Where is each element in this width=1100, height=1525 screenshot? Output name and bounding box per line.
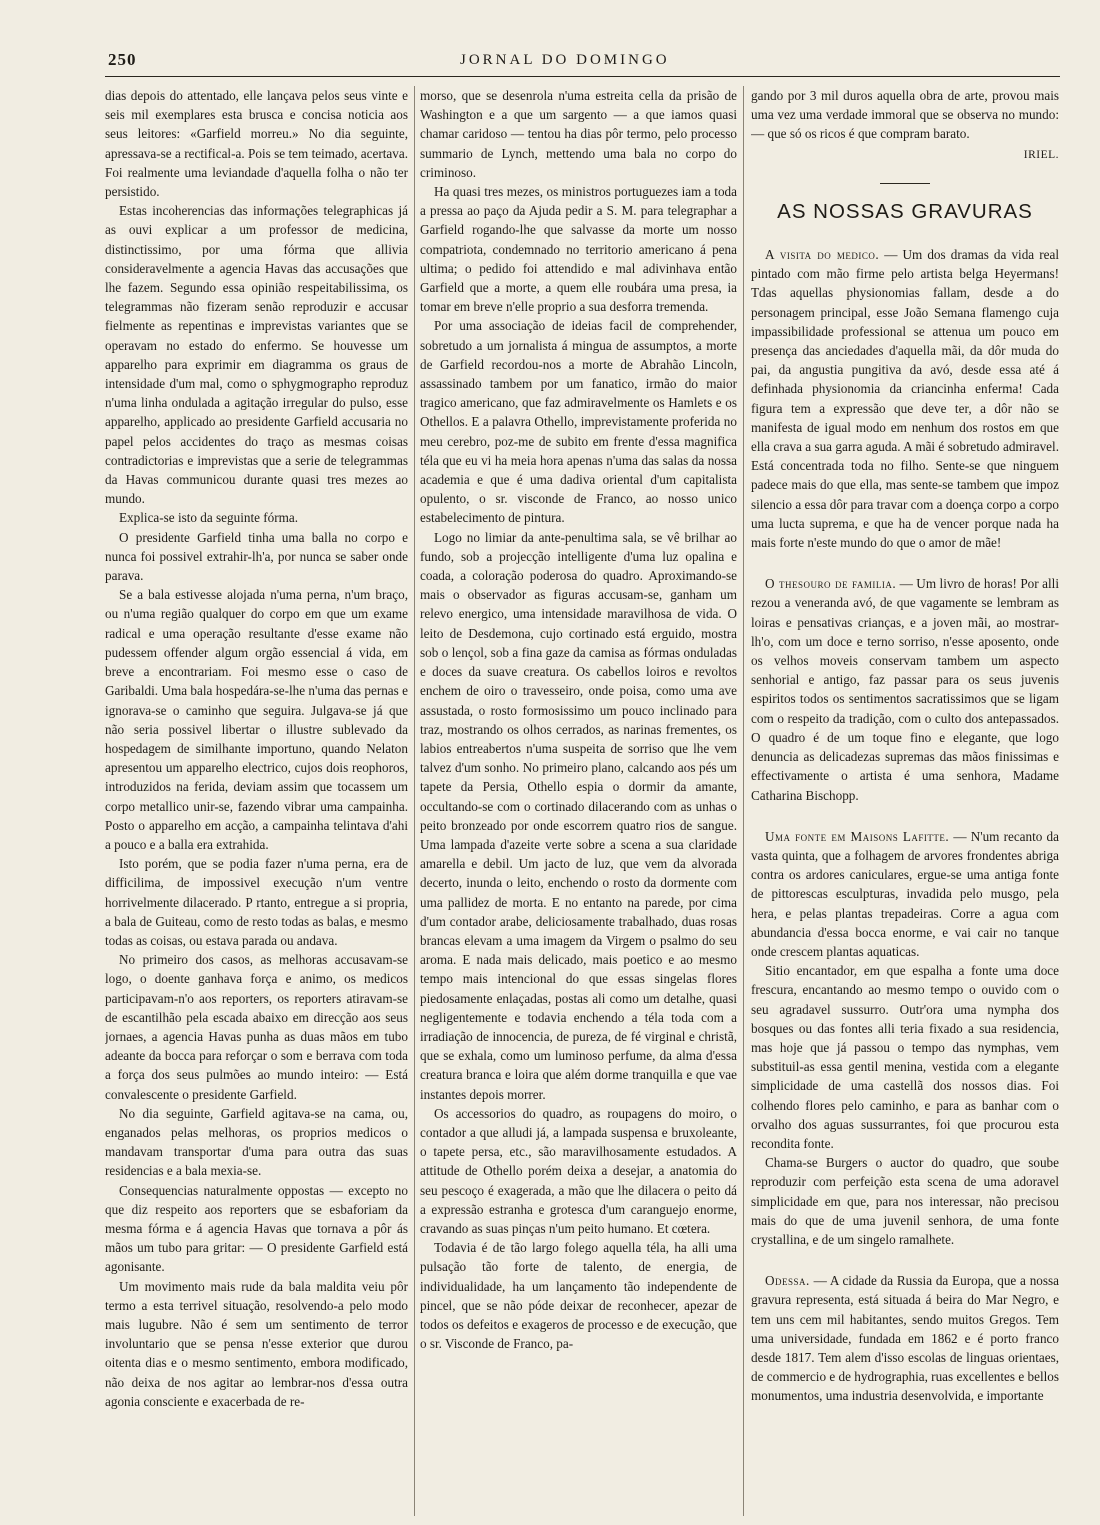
paragraph: Ha quasi tres mezes, os ministros portuguezes iam a toda a pressa ao paço da Ajuda pedir a S. M. para telegraphar a Garfield rogando-lhe que salvasse da morte um nosso compatriota, condemnado no territorio americano á pena ultima; o pedido foi attendido e mal adivinhava então Garfield que a morte, a quem elle roubára uma presa, ia tomar em breve n'elle proprio a sua desforra tremenda. (420, 184, 737, 315)
gravura-entry (751, 574, 1059, 804)
column-divider (414, 86, 415, 1516)
paragraph: Consequencias naturalmente oppostas — excepto no que diz respeito aos reporters que se esbaforiam da mesma fórma e á agencia Havas que tornava a pôr ás mãos um tubo para gritar: — O presidente Garfield está agonisante. (105, 1182, 408, 1275)
section-title: AS NOSSAS GRAVURAS (777, 199, 1033, 223)
gravura-text: — Um livro de horas! Por alli rezou a veneranda avó, de que vagamente se lembram as loiras e pensativas crianças, e a joven mãi, ao mostrar-lh'o, com um doce e terno sorriso, n'esse aposento, onde os velhos moveis conservam tambem um aspecto senhorial e antigo, faz passar para os seus juvenis espiritos todos os sentimentos sacratissimos que se ligam com o respeito da tradição, com o culto dos antepassados. O quadro é de um toque fino e elegante, que logo denuncia as delicadezas supremas das mãos finissimas e effectivamente o artista é uma senhora, Madame Catharina Bischopp. (751, 576, 1059, 803)
paragraph: gando por 3 mil duros aquella obra de arte, provou mais uma vez uma verdade immoral que se observa no mundo: — que só os ricos é que compram barato. (751, 88, 1059, 142)
spacer (751, 1249, 1059, 1271)
paragraph: Por uma associação de ideias facil de comprehender, sobretudo a um jornalista á mingua de assumptos, a morte de Garfield recordou-nos a morte de Abrahão Lincoln, assassinado tambem por um fanatico, irmão do maior tragico americano, que faz admiravelmente os Hamlets e os Othellos. E a palavra Othello, imprevistamente proferida no meu cerebro, poz-me de subito em frente d'essa magnifica téla que eu vi ha meia hora apenas n'uma das salas da nossa academia e que é uma dadiva oriental d'um capitalista opulento, o sr. visconde de Franco, ao nosso unico estabelecimento de pintura. (420, 318, 737, 526)
paragraph: No dia seguinte, Garfield agitava-se na cama, ou, enganados pelas melhoras, os proprios medicos o mandavam transportar d'uma para outra das suas residencias e a bala mexia-se. (105, 1105, 408, 1179)
paragraph: Todavia é de tão largo folego aquella téla, ha alli uma pulsação tão forte de talento, de energia, de individualidade, ha um lançamento tão independente de pincel, que se não póde deixar de reconhecer, apezar de todos os defeitos e exageros de processo e de execução, que o sr. Visconde de Franco, pa- (420, 1240, 737, 1352)
paragraph: Sitio encantador, em que espalha a fonte uma doce frescura, encantando ao mesmo tempo o ouvido com o seu agradavel sussurro. Outr'ora uma nympha dos bosques ou das fontes alli teria fixado a sua residencia, mas hoje que já passou o tempo das nymphas, vem substituil-as essa gentil menina, vestida com a elegante simplicidade de uma castellã dos nossos dias. Foi colhendo flores pelo caminho, e para as banhar com o orvalho dos aguas sussurrantes, foi que procurou esta recondita fonte. (751, 963, 1059, 1151)
section-divider (880, 183, 930, 184)
paragraph: Um movimento mais rude da bala maldita veiu pôr termo a esta terrivel situação, resolvendo-a pelo modo mais lugubre. Não é sem um sentimento de terror involuntario que se pensa n'esse exterior que durou oitenta dias e o mesmo sentimento, embora modificado, não deixa de nos agitar ao lembrar-nos d'essa outra agonia consciente e exacerbada de re- (105, 1278, 408, 1409)
gravura-title: A visita do medico. (765, 247, 880, 263)
gravura-entry (751, 1271, 1059, 1405)
gravura-title: Uma fonte em Maisons Lafitte. (765, 828, 950, 844)
gravura-entry (751, 827, 1059, 961)
paragraph: No primeiro dos casos, as melhoras accusavam-se logo, o doente ganhava força e animo, os medicos participavam-n'o aos reporters, os reporters atiravam-se de escantilhão pela escada abaixo em direcção aos seus jornaes, a agencia Havas punha as duas mãos em tubo adeante da bocca para reforçar o som e berrava com toda a força dos seus pulmões ao mundo inteiro: — Está convalescente o presidente Garfield. (105, 952, 408, 1102)
gravura-title: O thesouro de familia. (765, 576, 897, 592)
page-header (0, 0, 1100, 78)
spacer (751, 552, 1059, 574)
spacer (751, 805, 1059, 827)
page-number: 250 (108, 50, 137, 69)
gravura-text: — A cidade da Russia da Europa, que a nossa gravura representa, está situada á beira do Mar Negro, e tem uns cem mil habitantes, sendo muitos Gregos. Tem uma universidade, fundada em 1862 e é porto franco desde 1817. Tem alem d'isso escolas de linguas orientaes, de commercio e de hydrographia, ruas excellentes e bellos monumentos, uma industria desenvolvida, e importante (751, 1273, 1059, 1404)
gravura-text: — Um dos dramas da vida real pintado com mão firme pelo artista belga Heyermans! Tdas aquellas physionomias fallam, desde a do personagem principal, esse João Semana flamengo cuja impassibilidade professional se attenua um pouco em presença das anciedades d'aquella mãi, da dôr muda do pai, da angustia pungitiva da avó, desde essa até á definhada physionomia da criancinha enferma! Cada figura tem a expressão que deve ter, a dôr não se manifesta de igual modo em nenhum dos rostos em que ella crava a sua garra aguda. A mãi é sobretudo admiravel. Está concentrada toda no filho. Sente-se que ninguem padece mais do que ella, mas sente-se tambem que impoz silencio a essa dôr para travar com a doença corpo a corpo uma lucta suprema, e que ha de vencer porque nada ha mais forte n'este mundo do que o amor de mãe! (751, 247, 1059, 551)
paragraph: Explica-se isto da seguinte fórma. (119, 510, 299, 526)
column-2 (420, 86, 737, 1516)
author-signature: IRIEL. (1023, 148, 1059, 161)
paragraph: dias depois do attentado, elle lançava pelos seus vinte e seis mil exemplares esta brusca e concisa noticia aos seus leitores: «Garfield morreu.» No dia seguinte, apressava-se a rectifical-a. Pois se tem teimado, acertava. Foi realmente uma leviandade d'aquella folha o não ter persistido. (105, 88, 408, 200)
gravura-text: — N'um recanto da vasta quinta, que a folhagem de arvores frondentes abriga contra os ardores caniculares, ergue-se uma antiga fonte de pittorescas esculpturas, invadida pelo musgo, pela hera, e pelas plantas trepadeiras. Corre a agua com abundancia d'essa bocca enorme, e vai cair no tanque onde crescem plantas aquaticas. (751, 828, 1059, 959)
header-rule (105, 76, 1060, 77)
paragraph: Se a bala estivesse alojada n'uma perna, n'um braço, ou n'uma região qualquer do corpo em que um exame radical e uma operação resultante d'esse exame não pudessem offender algum orgão essencial á vida, em breve a encontrariam. Foi mesmo esse o caso de Garibaldi. Uma bala hospedára-se-lhe n'uma das pernas e ignorava-se o caminho que seguira. Julgava-se já que não seria possivel libertar o illustre sublevado da hospedagem de similhante importuno, quando Nelaton apresentou um apparelho electrico, cujos dois reophoros, introduzidos na ferida, deviam assim que tocassem um corpo metallico unir-se, fazendo vibrar uma campainha. Posto o apparelho em acção, a campainha telintava d'ahi a pouco e a balla era extrahida. (105, 587, 408, 852)
paragraph: Os accessorios do quadro, as roupagens do moiro, o contador a que alludi já, a lampada suspensa e bruxoleante, o tapete persa, etc., são maravilhosamente estudados. A attitude de Othello porém deixa a desejar, a anatomia do seu pescoço é exagerada, a mão que lhe dilacera o peito dá a expressão estranha e grotesca d'um caranguejo enorme, cravando as suas pinças n'um peito humano. Et cœtera. (420, 1105, 737, 1236)
paragraph: Estas incoherencias das informações telegraphicas já as ouvi explicar a um professor de medicina, distinctissimo, por uma fórma que allivia consideravelmente a agencia Havas das accusações que lhe fazem. Segundo essa opinião respeitabilissima, os telegrammas não fizeram senão reproduzir e accusar fielmente as repentinas e imprevistas variantes que se operavam no estado do enfermo. Se houvesse um apparelho para exprimir em diagramma os graus de intensidade d'um mal, como o sphygmographo reproduz n'uma linha ondulada a agitação irregular do pulso, esse apparelho, applicado ao presidente Garfield accusaria no papel pelos accidentes do traço as mesmas coisas contradictorias e imprevistas que a serie de telegrammas da Havas communicou durante quasi tres mezes ao mundo. (105, 203, 408, 507)
paragraph: O presidente Garfield tinha uma balla no corpo e nunca foi possivel extrahir-lh'a, por nunca se saber onde parava. (105, 529, 408, 584)
gravura-entry (751, 245, 1059, 552)
column-divider (743, 86, 744, 1516)
paragraph: Chama-se Burgers o auctor do quadro, que soube reproduzir com perfeição esta scena de uma adoravel simplicidade em que, para nos interessar, não precisou mais do que de uma juvenil senhora, de uma fonte crystallina, e de um singelo ramalhete. (751, 1155, 1059, 1247)
paragraph: morso, que se desenrola n'uma estreita cella da prisão de Washington e a que um sargento — a que iamos quasi chamar caridoso — tentou ha dias pôr termo, pelo processo summario de Lynch, mettendo uma bala no corpo do criminoso. (420, 88, 737, 180)
column-1 (105, 86, 408, 1516)
paragraph: Logo no limiar da ante-penultima sala, se vê brilhar ao fundo, sob a projecção intelligente d'uma luz opalina e coada, a coloração poderosa do quadro. Aproximando-se mais o observador as figuras accusam-se, ganham um relevo energico, uma intensidade maravilhosa de vida. O leito de Desdemona, cujo cortinado está erguido, mostra sob o lençol, sob a fina gaze da camisa as fórmas onduladas e doces da suave creatura. Os cabellos loiros e revoltos enchem de oiro o travesseiro, onde poisa, como uma ave assustada, o rosto formosissimo um pouco inclinado para traz, mostrando os olhos cerrados, as narinas frementes, os labios entreabertos n'uma suspeita de sorriso que lhe vem talvez d'um sonho. No primeiro plano, calcando aos pés um tapete da Persia, Othello espia o dormir da amante, occultando-se com o cortinado dilacerando com as unhas o peito bronzeado por onde escorrem quatro rios de sangue. Uma lampada d'azeite verte sobre a scena a sua claridade amarella e debil. Um jacto de luz, que vem da alvorada decerto, inunda o leito, enchendo o rosto da dormente com uma pallidez de morta. E no entanto na parede, por cima d'um contador arabe, deliciosamente trabalhado, duas rosas brancas elevam a uma imagem da Virgem o psalmo do seu aroma. E nada mais delicado, mais poetico e ao mesmo tempo mais intencional do que essas singelas flores piedosamente enlaçadas, postas ali como um detalhe, quasi negligentemente e todavia enchendo a téla toda com a irradiação de innocencia, de pureza, de fé virginal e christã, que se exhala, como um luminoso perfume, da alma d'essa creatura branca e loira que além dorme tranquilla e que vae instantes depois morrer. (420, 529, 737, 1102)
journal-title: JORNAL DO DOMINGO (460, 52, 670, 68)
column-3 (751, 86, 1059, 1516)
paragraph: Isto porém, que se podia fazer n'uma perna, era de difficilima, de impossivel execução n'um ventre horrivelmente dilacerado. P rtanto, entregue a si propria, a bala de Guiteau, como de resto todas as balas, e mesmo todas as coisas, ou estava parada ou andava. (105, 856, 408, 948)
gravura-title: Odessa. (765, 1273, 810, 1289)
